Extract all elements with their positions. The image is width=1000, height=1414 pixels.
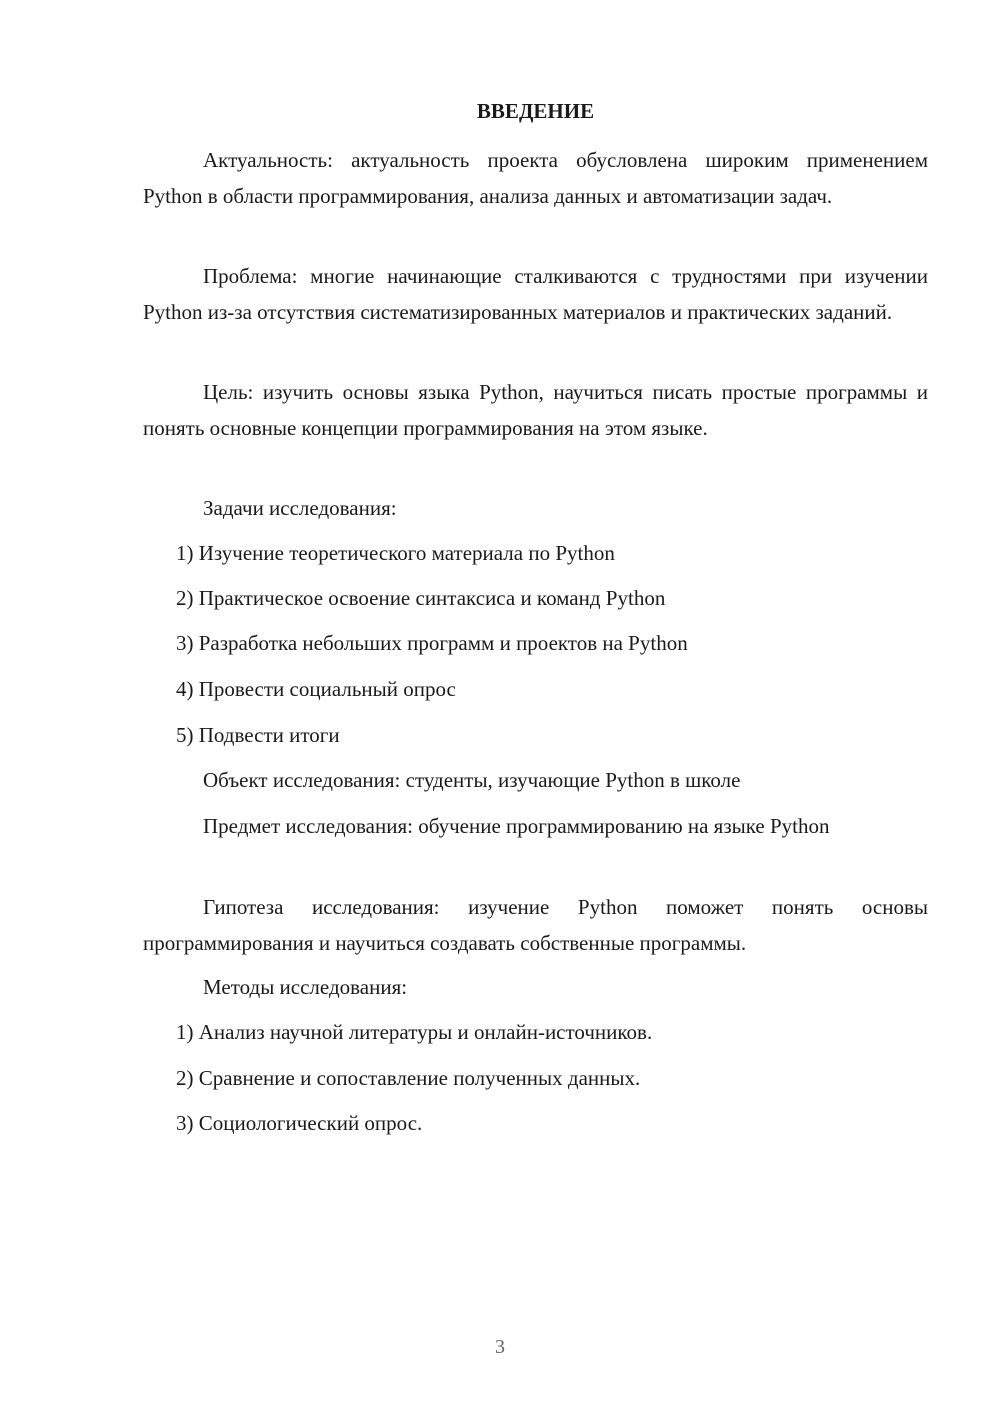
task-item: 4) Провести социальный опрос (176, 677, 456, 701)
tasks-label: Задачи исследования: (203, 496, 397, 520)
hypothesis-paragraph: Гипотеза исследования: изучение Python поможет понять основы программирования и научиться создавать собственные программы. (143, 895, 928, 955)
method-item: 2) Сравнение и сопоставление полученных данных. (176, 1066, 641, 1090)
task-item: 5) Подвести итоги (176, 723, 340, 747)
methods-label: Методы исследования: (203, 975, 408, 999)
goal-paragraph: Цель: изучить основы языка Python, научиться писать простые программы и понять основные концепции программирования на этом языке. (143, 380, 928, 440)
method-item: 1) Анализ научной литературы и онлайн-источников. (176, 1020, 653, 1044)
section-heading: ВВЕДЕНИЕ (476, 99, 595, 123)
task-item: 1) Изучение теоретического материала по Python (176, 541, 615, 565)
subject-paragraph: Предмет исследования: обучение программированию на языке Python (203, 814, 830, 838)
relevance-paragraph: Актуальность: актуальность проекта обусловлена широким применением Python в области программирования, анализа данных и автоматизации задач. (143, 148, 928, 208)
task-item: 3) Разработка небольших программ и проектов на Python (176, 631, 688, 655)
page-number: 3 (495, 1336, 505, 1358)
object-paragraph: Объект исследования: студенты, изучающие Python в школе (203, 768, 741, 792)
method-item: 3) Социологический опрос. (176, 1111, 423, 1135)
task-item: 2) Практическое освоение синтаксиса и команд Python (176, 586, 666, 610)
problem-paragraph: Проблема: многие начинающие сталкиваются с трудностями при изучении Python из-за отсутствия систематизированных материалов и практических заданий. (143, 264, 928, 324)
